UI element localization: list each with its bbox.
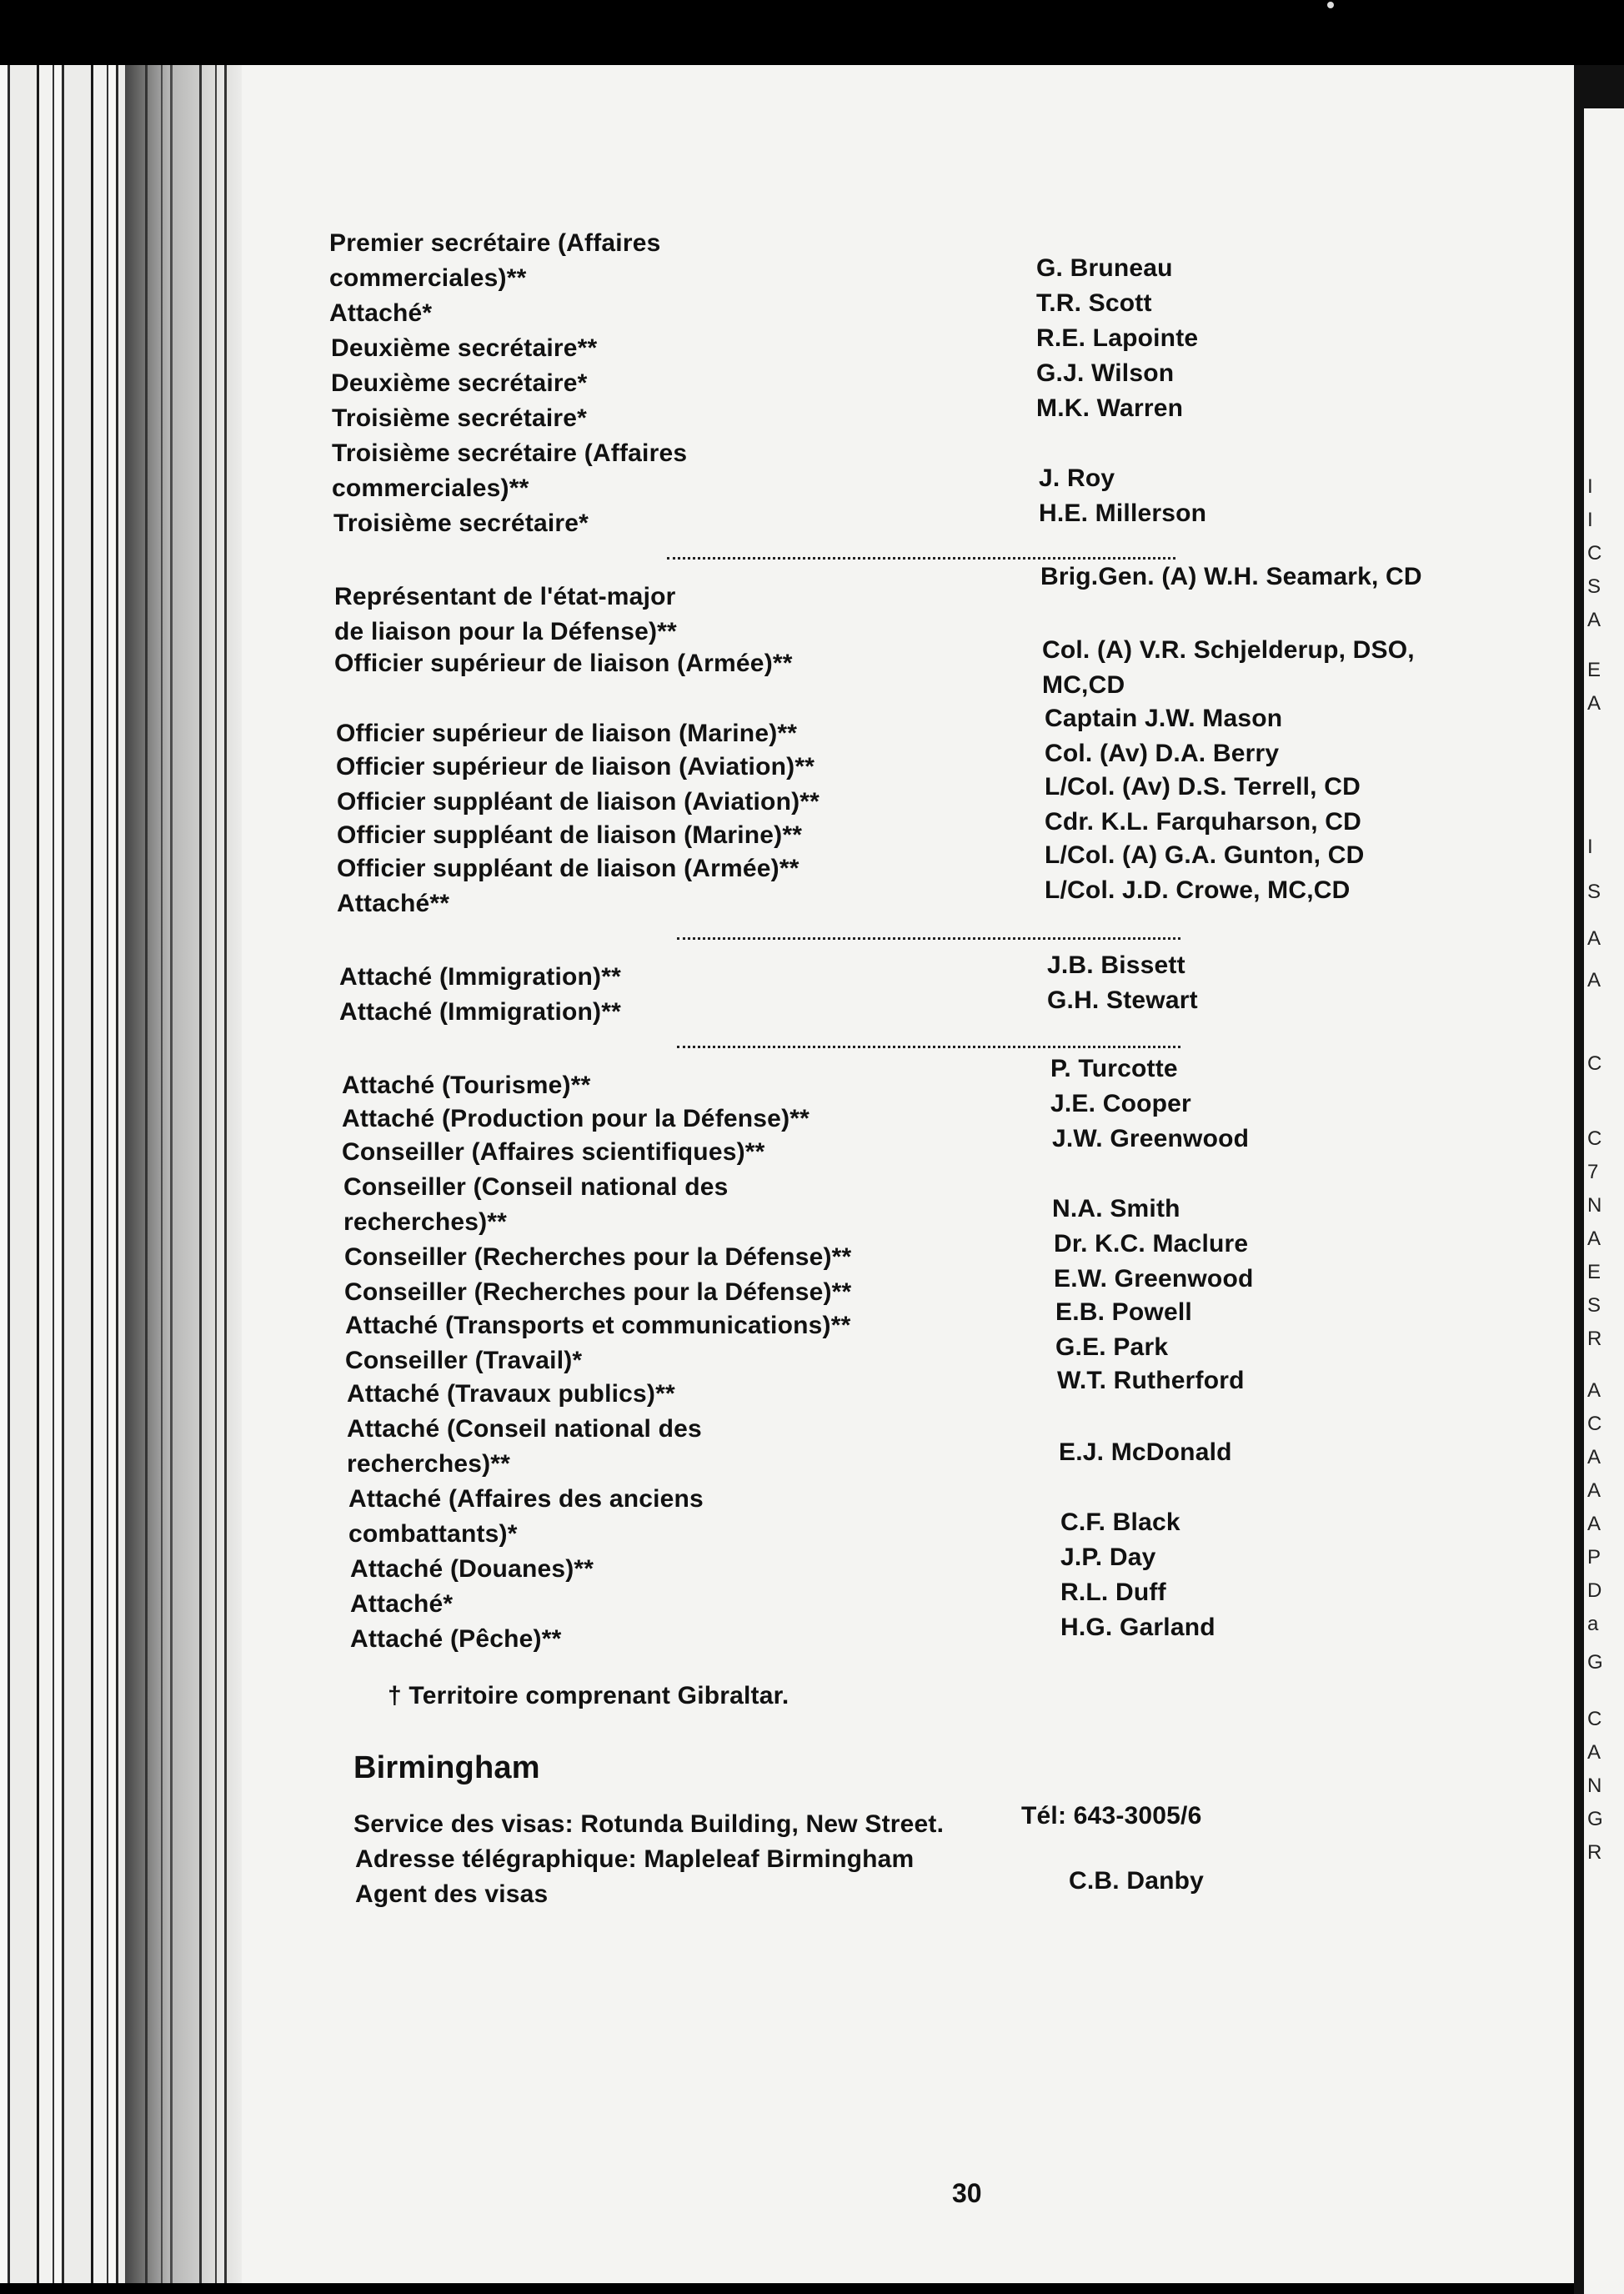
cropped-letter: N — [1587, 1194, 1602, 1217]
name-line: J. Roy — [1039, 464, 1115, 492]
cropped-letter: A — [1587, 1513, 1601, 1535]
cropped-letter: I — [1587, 509, 1593, 531]
name-line: C.F. Black — [1060, 1508, 1180, 1536]
name-line: C.B. Danby — [1069, 1867, 1205, 1895]
name-line: G.H. Stewart — [1047, 986, 1198, 1014]
name-line: J.E. Cooper — [1050, 1090, 1191, 1117]
role-line: Officier suppléant de liaison (Armée)** — [337, 855, 799, 882]
cropped-letter: A — [1587, 1741, 1601, 1764]
role-line: Attaché (Immigration)** — [339, 963, 621, 991]
role-line: Attaché (Transports et communications)** — [345, 1312, 851, 1339]
role-line: Troisième secrétaire* — [332, 404, 588, 432]
cropped-letter: G — [1587, 1808, 1603, 1830]
cropped-letter: R — [1587, 1328, 1602, 1350]
cropped-letter: I — [1587, 475, 1593, 498]
cropped-letter: C — [1587, 542, 1602, 565]
dotted-separator — [667, 557, 1175, 560]
name-line: MC,CD — [1042, 671, 1125, 699]
name-line: J.W. Greenwood — [1052, 1125, 1250, 1152]
cropped-letter: D — [1587, 1579, 1602, 1602]
cropped-letter: S — [1587, 575, 1601, 598]
role-line: de liaison pour la Défense)** — [334, 618, 677, 645]
role-line: Attaché* — [329, 299, 433, 327]
role-line: Agent des visas — [355, 1880, 549, 1908]
cropped-letter: A — [1587, 692, 1601, 715]
section-heading: Birmingham — [353, 1750, 540, 1785]
role-line: Attaché (Travaux publics)** — [347, 1380, 675, 1408]
role-line: Troisième secrétaire* — [333, 509, 589, 537]
address-line: Service des visas: Rotunda Building, New Street. — [353, 1810, 945, 1838]
name-line: Cdr. K.L. Farquharson, CD — [1045, 808, 1362, 836]
role-line: combattants)* — [348, 1520, 518, 1548]
next-page-margin — [1584, 108, 1624, 2294]
footnote: † Territoire comprenant Gibraltar. — [388, 1682, 789, 1709]
telegraph-address: Adresse télégraphique: Mapleleaf Birmingham — [355, 1845, 915, 1873]
dotted-separator — [677, 937, 1180, 940]
telephone: Tél: 643-3005/6 — [1021, 1802, 1202, 1830]
cropped-letter: C — [1587, 1052, 1602, 1075]
name-line: W.T. Rutherford — [1057, 1367, 1245, 1394]
cropped-letter: A — [1587, 609, 1601, 631]
role-line: Conseiller (Recherches pour la Défense)** — [344, 1243, 852, 1271]
cropped-letter: S — [1587, 881, 1601, 903]
dotted-separator — [677, 1046, 1180, 1048]
role-line: Attaché (Conseil national des — [347, 1415, 702, 1443]
page-number: 30 — [952, 2178, 982, 2208]
cropped-letter: C — [1587, 1413, 1602, 1435]
role-line: Officier suppléant de liaison (Aviation)** — [337, 788, 820, 816]
role-line: commerciales)** — [329, 264, 527, 292]
role-line: recherches)** — [343, 1208, 508, 1236]
name-line: P. Turcotte — [1050, 1055, 1178, 1082]
role-line: Troisième secrétaire (Affaires — [332, 439, 688, 467]
name-line: Col. (Av) D.A. Berry — [1045, 740, 1280, 767]
role-line: Attaché (Tourisme)** — [342, 1072, 591, 1099]
cropped-letter: S — [1587, 1294, 1601, 1317]
cropped-letter: C — [1587, 1708, 1602, 1730]
cropped-letter: A — [1587, 1227, 1601, 1250]
role-line: Attaché (Affaires des anciens — [348, 1485, 704, 1513]
cropped-letter: E — [1587, 659, 1601, 681]
cropped-letter: E — [1587, 1261, 1601, 1283]
role-line: Officier suppléant de liaison (Marine)** — [337, 821, 803, 849]
role-line: Représentant de l'état-major — [334, 583, 676, 610]
cropped-letter: A — [1587, 1446, 1601, 1468]
role-line: commerciales)** — [332, 474, 529, 502]
name-line: T.R. Scott — [1036, 289, 1152, 317]
name-line: Captain J.W. Mason — [1045, 705, 1283, 732]
cropped-letter: A — [1587, 1479, 1601, 1502]
name-line: R.L. Duff — [1060, 1579, 1166, 1606]
cropped-letter: A — [1587, 927, 1601, 950]
role-line: Conseiller (Conseil national des — [343, 1173, 729, 1201]
name-line: R.E. Lapointe — [1036, 324, 1199, 352]
cropped-letter: C — [1587, 1127, 1602, 1150]
role-line: Attaché* — [350, 1590, 454, 1618]
role-line: Deuxième secrétaire* — [331, 369, 588, 397]
name-line: M.K. Warren — [1036, 394, 1184, 422]
name-line: L/Col. J.D. Crowe, MC,CD — [1045, 876, 1351, 904]
role-line: Conseiller (Travail)* — [345, 1347, 583, 1374]
cropped-letter: R — [1587, 1841, 1602, 1864]
scan-speck — [1327, 2, 1334, 8]
name-line: E.J. McDonald — [1059, 1438, 1232, 1466]
role-line: Conseiller (Recherches pour la Défense)** — [344, 1278, 852, 1306]
name-line: J.P. Day — [1060, 1544, 1156, 1571]
name-line: E.B. Powell — [1055, 1298, 1192, 1326]
role-line: Attaché (Douanes)** — [350, 1555, 594, 1583]
role-line: Attaché** — [337, 890, 450, 917]
name-line: L/Col. (A) G.A. Gunton, CD — [1045, 841, 1365, 869]
cropped-letter: N — [1587, 1774, 1602, 1797]
name-line: N.A. Smith — [1052, 1195, 1180, 1222]
name-line: L/Col. (Av) D.S. Terrell, CD — [1045, 773, 1361, 801]
role-line: Attaché (Pêche)** — [350, 1625, 562, 1653]
name-line: Col. (A) V.R. Schjelderup, DSO, — [1042, 636, 1415, 664]
role-line: Officier supérieur de liaison (Armée)** — [334, 650, 793, 677]
spine-shadow — [125, 65, 242, 2283]
cropped-letter: I — [1587, 836, 1593, 858]
name-line: G.J. Wilson — [1036, 359, 1175, 387]
role-line: Conseiller (Affaires scientifiques)** — [342, 1138, 765, 1166]
cropped-letter: A — [1587, 1379, 1601, 1402]
role-line: Premier secrétaire (Affaires — [329, 229, 661, 257]
name-line: Dr. K.C. Maclure — [1054, 1230, 1249, 1257]
cropped-letter: G — [1587, 1651, 1603, 1674]
name-line: H.G. Garland — [1060, 1614, 1215, 1641]
name-line: G.E. Park — [1055, 1333, 1169, 1361]
cropped-letter: A — [1587, 969, 1601, 991]
name-line: E.W. Greenwood — [1054, 1265, 1254, 1293]
name-line: Brig.Gen. (A) W.H. Seamark, CD — [1040, 563, 1422, 590]
role-line: recherches)** — [347, 1450, 511, 1478]
role-line: Attaché (Production pour la Défense)** — [342, 1105, 810, 1132]
role-line: Officier supérieur de liaison (Marine)** — [336, 720, 798, 747]
cropped-letter: P — [1587, 1546, 1601, 1569]
role-line: Deuxième secrétaire** — [331, 334, 598, 362]
cropped-letter: a — [1587, 1613, 1599, 1635]
name-line: J.B. Bissett — [1047, 951, 1185, 979]
role-line: Officier supérieur de liaison (Aviation)** — [336, 753, 815, 781]
name-line: H.E. Millerson — [1039, 499, 1207, 527]
cropped-letter: 7 — [1587, 1161, 1599, 1183]
name-line: G. Bruneau — [1036, 254, 1173, 282]
role-line: Attaché (Immigration)** — [339, 998, 621, 1026]
